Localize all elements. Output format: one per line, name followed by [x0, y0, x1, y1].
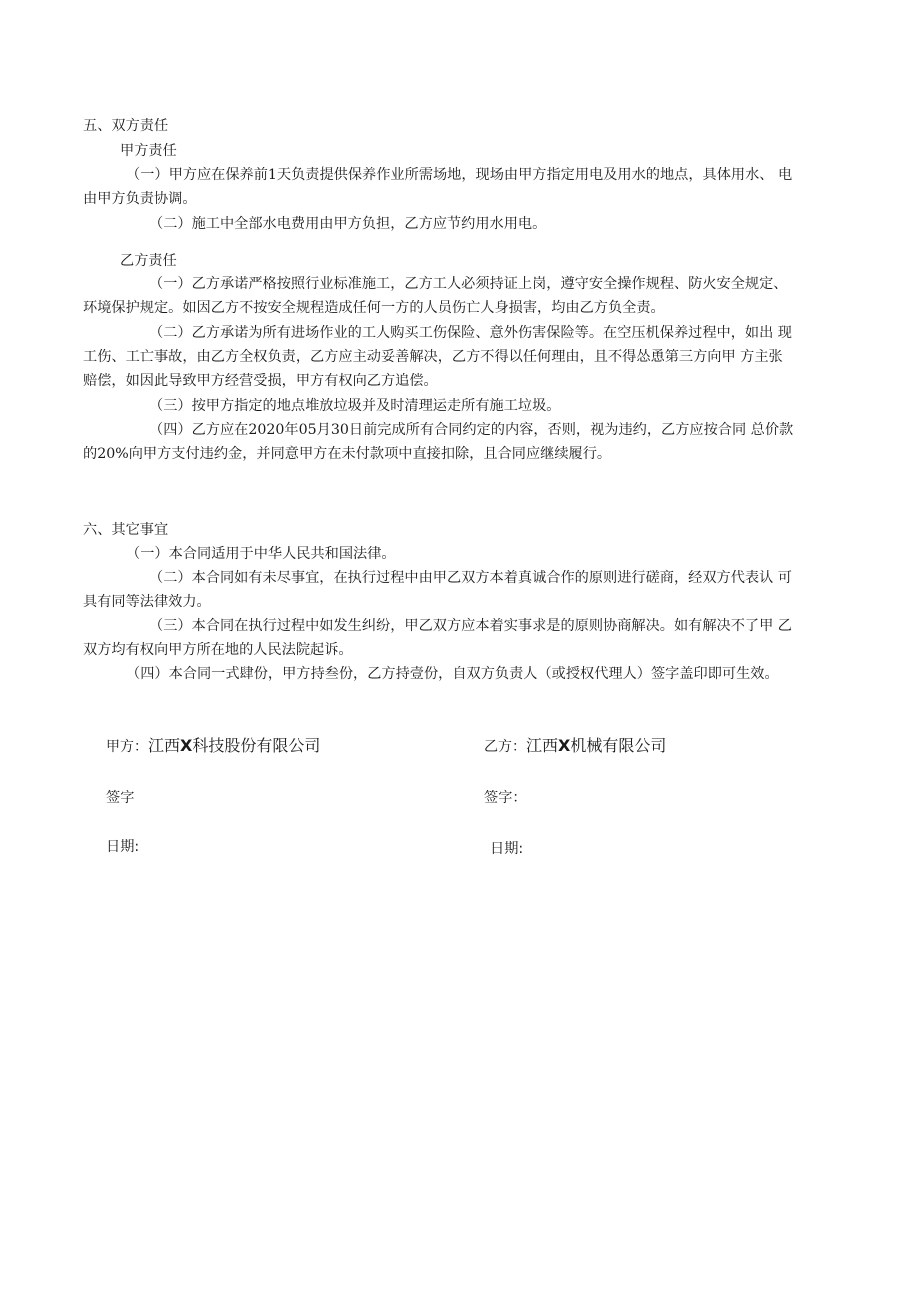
party-b-item-2-line-2: 工伤、工亡事故，由乙方全权负责，乙方应主动妥善解决，乙方不得以任何理由，且不得怂恿第三方向甲 方主张	[83, 349, 783, 365]
party-b-item-1-line-2: 环境保护规定。如因乙方不按安全规程造成任何一方的人员伤亡人身损害，均由乙方负全责。	[83, 300, 665, 316]
other-item-2-line-2: 具有同等法律效力。	[83, 594, 211, 610]
party-b-item-2-line-3: 赔偿，如因此导致甲方经营受损，甲方有权向乙方追偿。	[83, 373, 438, 389]
section-6-title: 六、其它事宜	[83, 522, 169, 538]
party-b-item-3: （三）按甲方指定的地点堆放垃圾并及时清理运走所有施工垃圾。	[149, 398, 561, 414]
other-item-4: （四）本合同一式肆份，甲方持叁份，乙方持壹份，自双方负责人（或授权代理人）签字盖印即可生效。	[126, 666, 779, 682]
other-item-2-line-1: （二）本合同如有未尽事宜，在执行过程中由甲乙双方本着真诚合作的原则进行磋商，经双方代表认 可	[149, 570, 792, 586]
party-b-sign-label: 签字：	[484, 790, 527, 806]
party-a-item-1-line-1: （一）甲方应在保养前1天负责提供保养作业所需场地，现场由甲方指定用电及用水的地点，具体用水、 电	[126, 167, 793, 183]
party-b-item-2-line-1: （二）乙方承诺为所有进场作业的工人购买工伤保险、意外伤害保险等。在空压机保养过程中，如出 现	[149, 325, 792, 341]
party-b-name-mark: X	[558, 736, 571, 755]
party-b-item-1-line-1: （一）乙方承诺严格按照行业标准施工，乙方工人必须持证上岗，遵守安全操作规程、防火安全规定、	[149, 276, 788, 292]
party-a-company	[106, 736, 320, 757]
party-b-responsibility-title: 乙方责任	[120, 253, 177, 269]
party-a-name-mark: X	[180, 736, 193, 755]
party-b-item-4-line-1: （四）乙方应在2020年05月30日前完成所有合同约定的内容，否则，视为违约，乙方应按合同 总价款	[149, 422, 794, 438]
other-item-1: （一）本合同适用于中华人民共和国法律。	[126, 546, 396, 562]
party-a-name-prefix: 江西	[148, 736, 181, 755]
party-b-item-4-line-2: 的20%向甲方支付违约金，并同意甲方在未付款项中直接扣除，且合同应继续履行。	[83, 446, 612, 462]
party-a-date-label: 日期:	[106, 839, 140, 855]
party-b-label: 乙方：	[484, 739, 526, 755]
party-a-item-1-line-2: 由甲方负责协调。	[83, 191, 197, 207]
section-5-title: 五、双方责任	[83, 118, 169, 134]
party-a-label: 甲方：	[106, 739, 148, 755]
party-a-responsibility-title: 甲方责任	[120, 143, 177, 159]
party-a-name-suffix: 科技股份有限公司	[192, 736, 321, 755]
party-a-item-2: （二）施工中全部水电费用由甲方负担，乙方应节约用水用电。	[149, 216, 547, 232]
other-item-3-line-2: 双方均有权向甲方所在地的人民法院起诉。	[83, 642, 353, 658]
party-b-date-label: 日期:	[490, 841, 524, 857]
other-item-3-line-1: （三）本合同在执行过程中如发生纠纷，甲乙双方应本着实事求是的原则协商解决。如有解决不了甲 乙	[149, 618, 792, 634]
party-b-name-suffix: 机械有限公司	[570, 736, 667, 755]
party-b-company	[484, 736, 666, 757]
party-a-sign-label: 签字	[106, 790, 135, 806]
party-b-name-prefix: 江西	[526, 736, 559, 755]
